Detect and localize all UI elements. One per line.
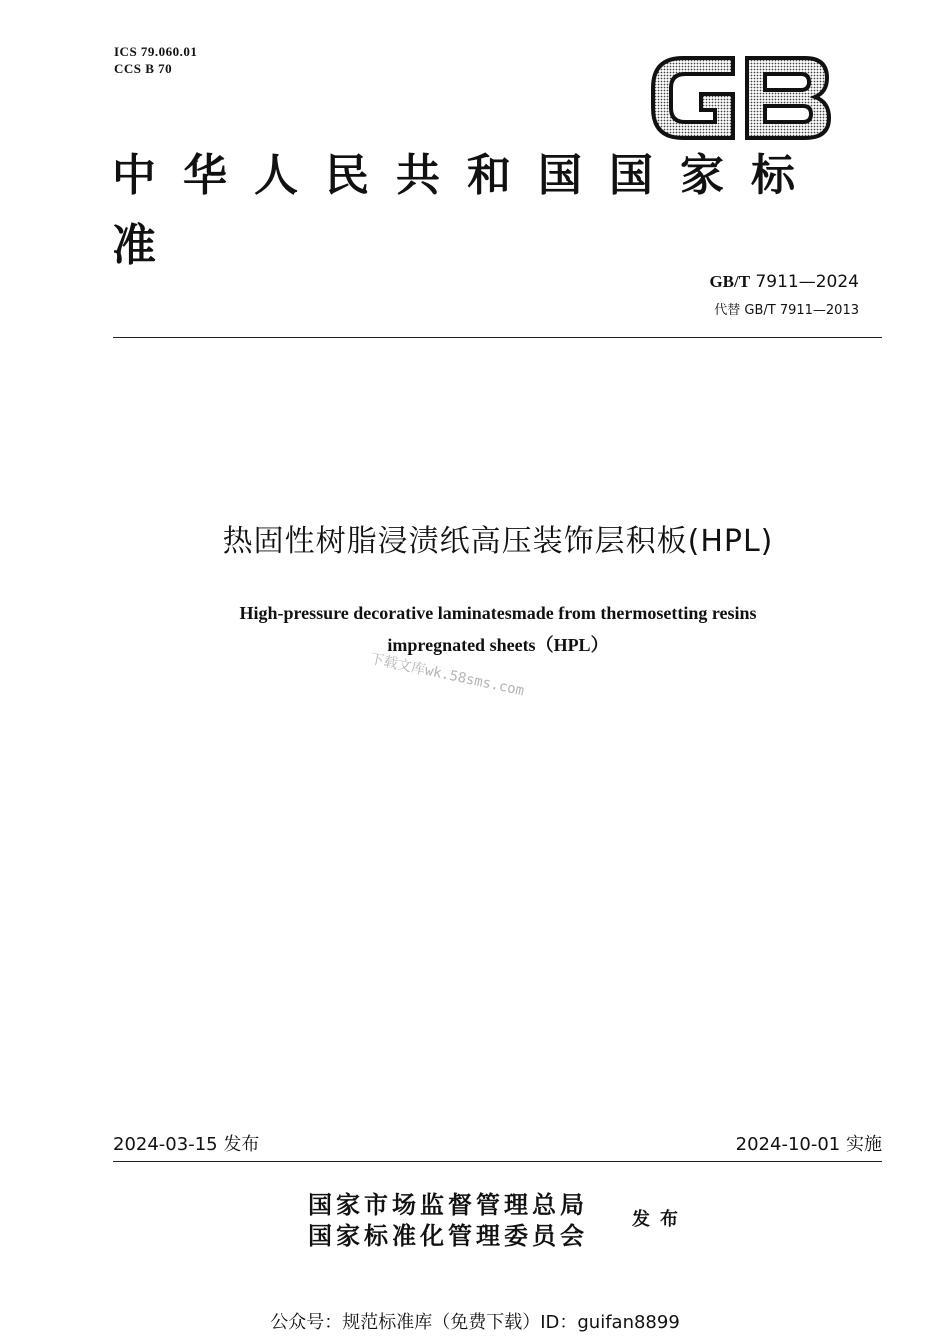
chinese-title: 热固性树脂浸渍纸高压装饰层积板(HPL) bbox=[222, 524, 774, 559]
english-title-line-2: impregnated sheets（HPL） bbox=[387, 635, 609, 655]
standard-number bbox=[709, 271, 859, 293]
national-standard-title bbox=[112, 150, 884, 271]
top-divider bbox=[113, 337, 882, 338]
replaces-standard: 代替 GB/T 7911—2013 bbox=[714, 303, 859, 318]
issue-action: 发布 bbox=[632, 1209, 688, 1230]
issuer-samr: 国家市场监督管理总局 bbox=[308, 1190, 588, 1219]
gb-logo bbox=[645, 50, 833, 146]
english-title-line-1: High-pressure decorative laminatesmade from thermosetting resins bbox=[239, 603, 757, 623]
standard-prefix: GB/T bbox=[709, 272, 751, 291]
footer-note: 公众号：规范标准库（免费下载）ID：guifan8899 bbox=[270, 1312, 680, 1333]
standard-number-value: 7911—2024 bbox=[755, 272, 859, 292]
ics-code: ICS 79.060.01 bbox=[114, 44, 198, 59]
ccs-code: CCS B 70 bbox=[114, 61, 173, 76]
watermark: 下载文库wk.58sms.com bbox=[368, 650, 526, 700]
issue-date: 2024-03-15 发布 bbox=[113, 1134, 260, 1155]
national-standard-title-text: 中华人民共和国国家标准 bbox=[112, 150, 822, 271]
implementation-date: 2024-10-01 实施 bbox=[735, 1134, 882, 1155]
issuer-sac: 国家标准化管理委员会 bbox=[308, 1221, 588, 1250]
bottom-divider bbox=[113, 1161, 882, 1162]
